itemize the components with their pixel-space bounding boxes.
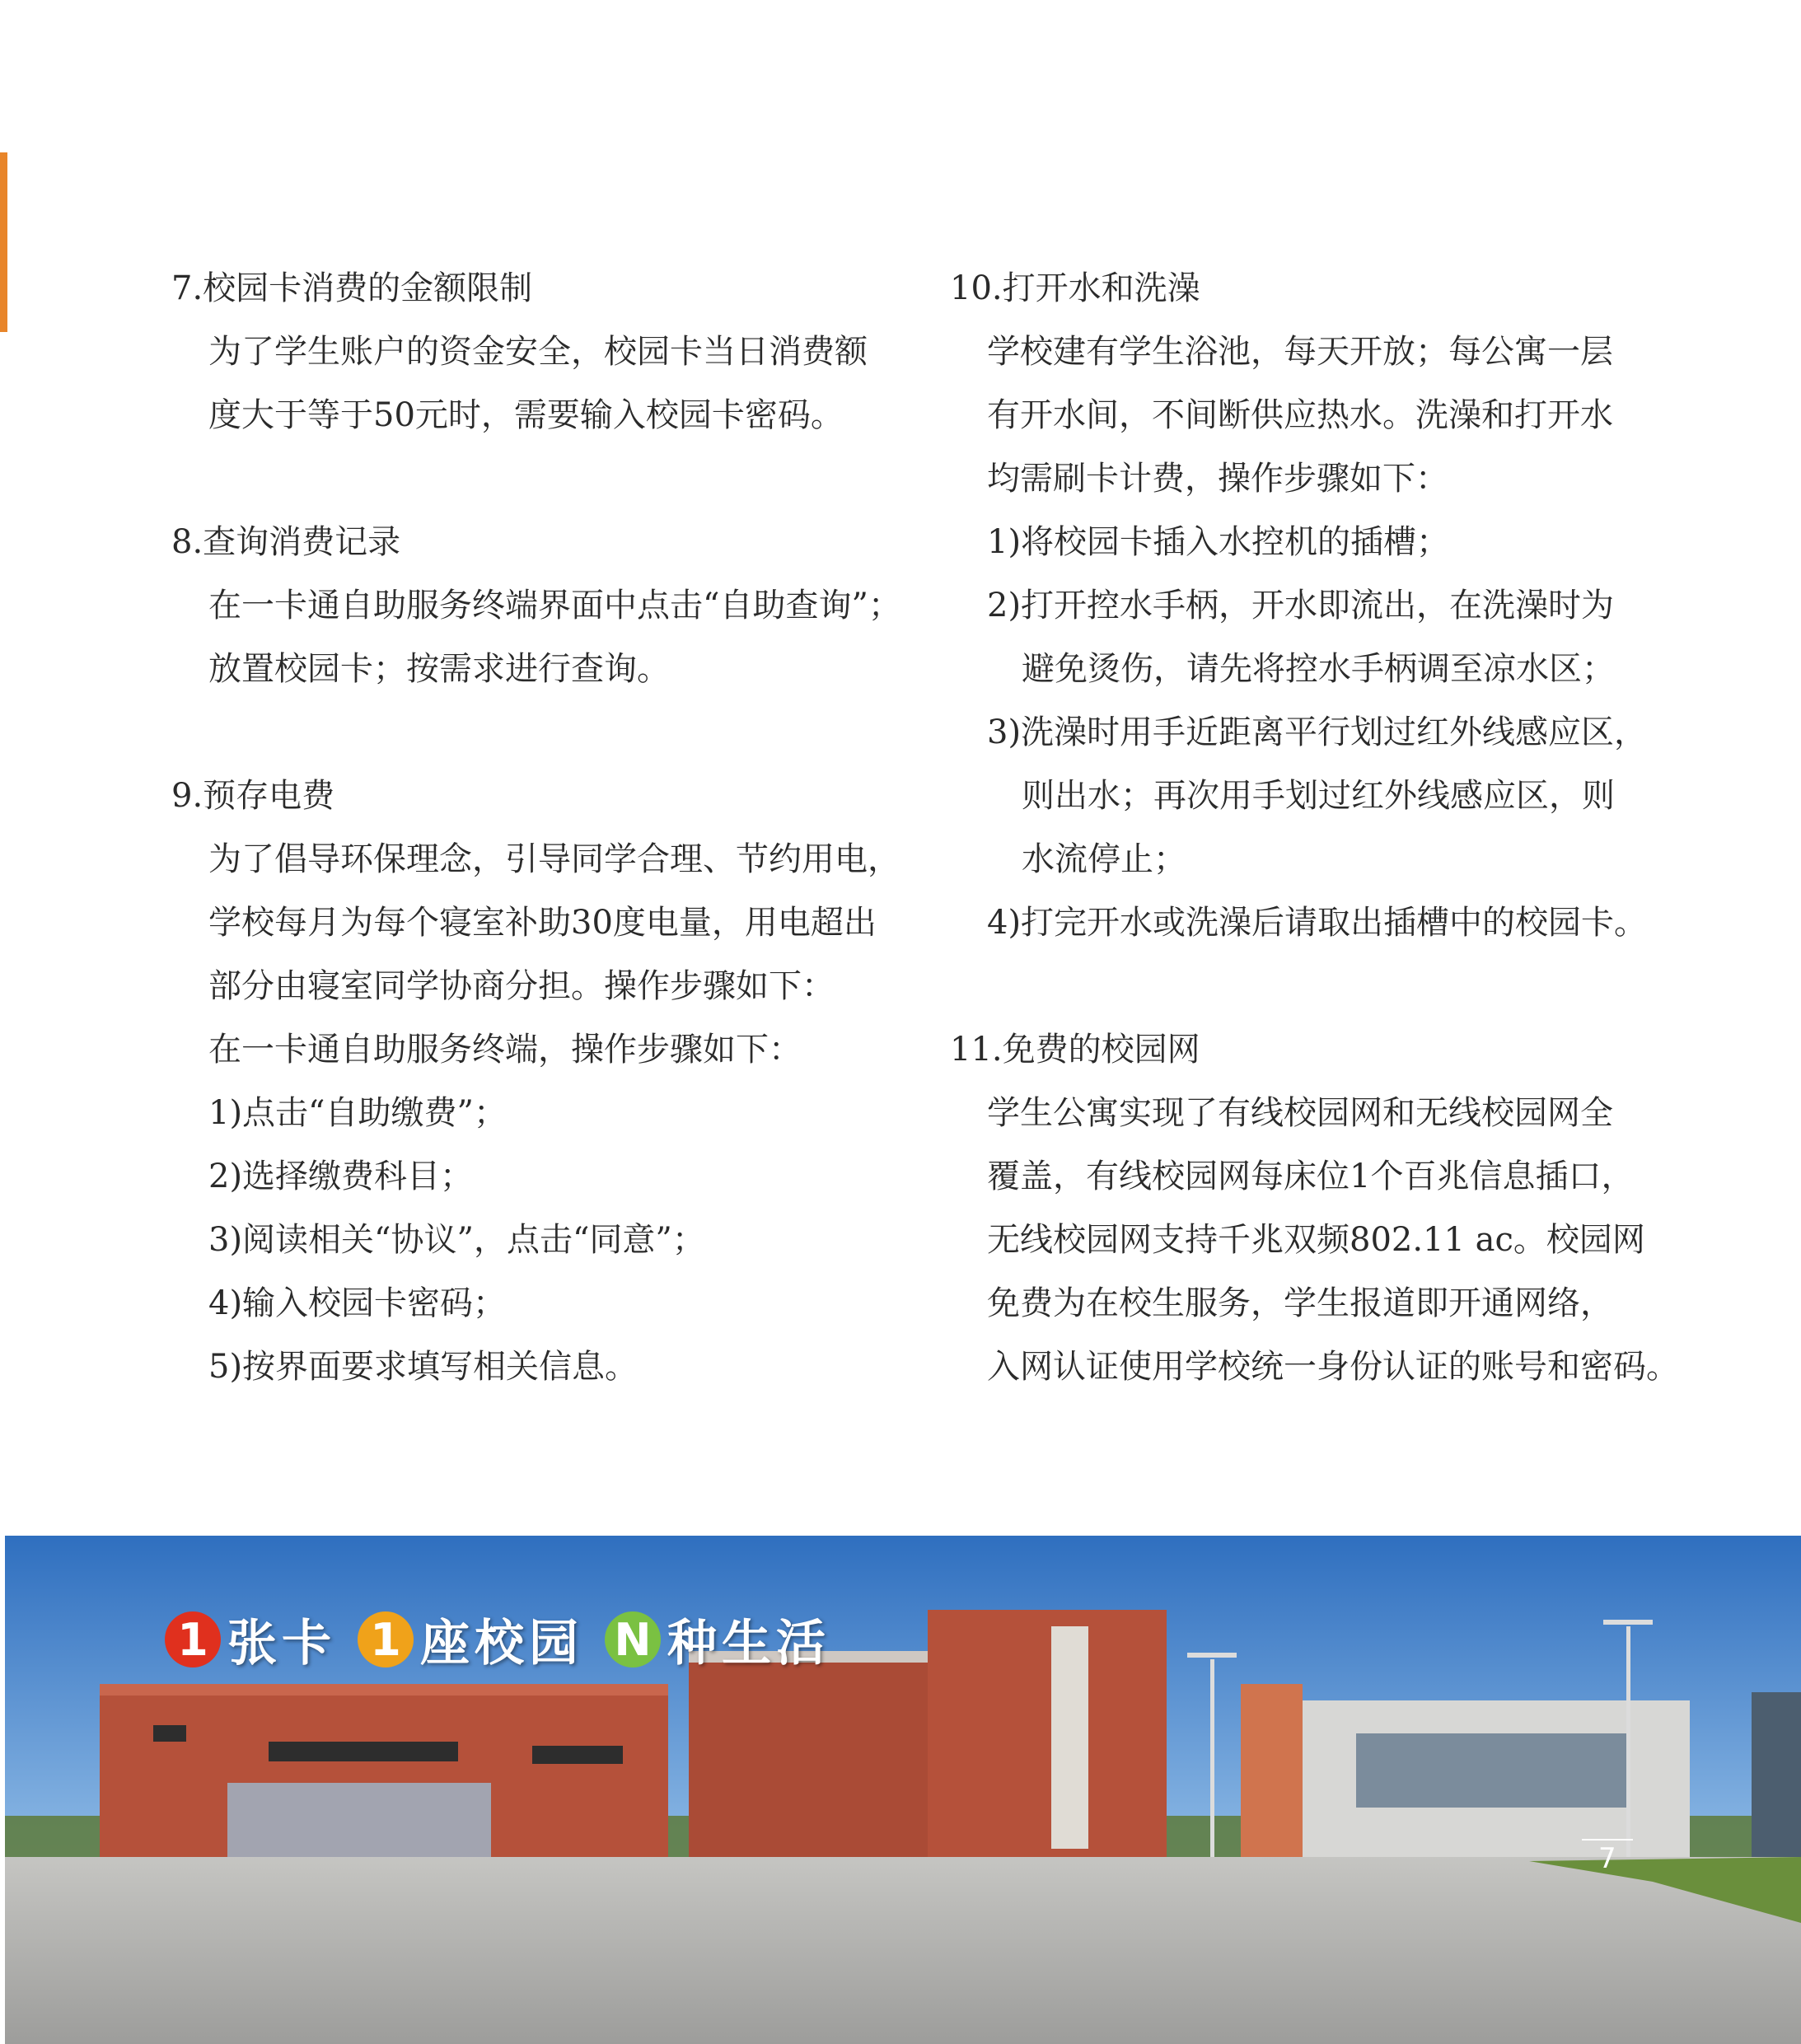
section-9-title: 9.预存电费	[171, 777, 335, 815]
section-9-step: 5)按界面要求填写相关信息。	[208, 1348, 639, 1386]
section-9-line: 为了倡导环保理念，引导同学合理、节约用电，	[208, 840, 900, 878]
section-9-step: 1)点击“自助缴费”；	[208, 1094, 507, 1132]
section-10-step-4: 4)打完开水或洗澡后请取出插槽中的校园卡。	[987, 904, 1648, 942]
slogan-number-badge: 1	[165, 1611, 221, 1667]
section-10	[950, 257, 1733, 955]
section-9-line: 部分由寝室同学协商分担。操作步骤如下：	[208, 967, 835, 1005]
right-column	[950, 257, 1733, 1462]
section-8-line: 在一卡通自助服务终端界面中点击“自助查询”；	[208, 587, 901, 624]
section-8	[171, 511, 901, 701]
section-9-step: 4)输入校园卡密码；	[208, 1284, 507, 1322]
slogan-word: 张卡	[227, 1615, 336, 1672]
slogan-number-badge: 1	[358, 1611, 414, 1667]
section-9-step: 3)阅读相关“协议”，点击“同意”；	[208, 1221, 705, 1259]
building-left	[100, 1684, 668, 1857]
ground	[5, 1857, 1801, 2044]
section-10-step-3-cont: 水流停止；	[1022, 840, 1186, 878]
section-10-title: 10.打开水和洗澡	[950, 269, 1200, 307]
section-7	[171, 257, 896, 447]
section-11-line: 学生公寓实现了有线校园网和无线校园网全	[987, 1094, 1613, 1132]
side-accent-bar	[0, 152, 7, 332]
section-10-step-2: 2)打开控水手柄，开水即流出，在洗澡时为	[987, 587, 1615, 624]
section-10-step-2-cont: 避免烫伤，请先将控水手柄调至凉水区；	[1022, 650, 1615, 688]
section-10-step-1: 1)将校园卡插入水控机的插槽；	[987, 523, 1450, 561]
section-11-line: 入网认证使用学校统一身份认证的账号和密码。	[987, 1348, 1679, 1386]
slogan	[165, 1607, 852, 1672]
section-8-line: 放置校园卡；按需求进行查询。	[208, 650, 670, 688]
section-11-line: 免费为在校生服务，学生报道即开通网络，	[987, 1284, 1613, 1322]
section-9	[171, 765, 900, 1399]
section-9-line: 在一卡通自助服务终端，操作步骤如下：	[208, 1031, 802, 1069]
section-10-step-3-cont: 则出水；再次用手划过红外线感应区，则	[1022, 777, 1615, 815]
section-11	[950, 1018, 1733, 1399]
section-11-line: 无线校园网支持千兆双频802.11 ac。校园网	[987, 1221, 1645, 1259]
section-10-line: 有开水间，不间断供应热水。洗澡和打开水	[987, 396, 1613, 434]
slogan-word: 座校园	[420, 1615, 583, 1672]
section-8-title: 8.查询消费记录	[171, 523, 401, 561]
slogan-word: 种生活	[667, 1615, 830, 1672]
section-11-title: 11.免费的校园网	[950, 1031, 1200, 1069]
section-10-line: 均需刷卡计费，操作步骤如下：	[987, 460, 1448, 498]
section-7-title: 7.校园卡消费的金额限制	[171, 269, 533, 307]
page-number: 7	[1582, 1839, 1633, 1875]
section-10-line: 学校建有学生浴池，每天开放；每公寓一层	[987, 333, 1613, 371]
section-9-step: 2)选择缴费科目；	[208, 1158, 474, 1195]
section-7-line: 度大于等于50元时，需要输入校园卡密码。	[208, 396, 844, 434]
section-7-line: 为了学生账户的资金安全，校园卡当日消费额	[208, 333, 868, 371]
section-9-line: 学校每月为每个寝室补助30度电量，用电超出	[208, 904, 877, 942]
slogan-letter-badge: N	[605, 1611, 661, 1667]
left-column	[171, 257, 901, 1462]
section-10-step-3: 3)洗澡时用手近距离平行划过红外线感应区，	[987, 713, 1648, 751]
section-11-line: 覆盖，有线校园网每床位1个百兆信息插口，	[987, 1158, 1635, 1195]
